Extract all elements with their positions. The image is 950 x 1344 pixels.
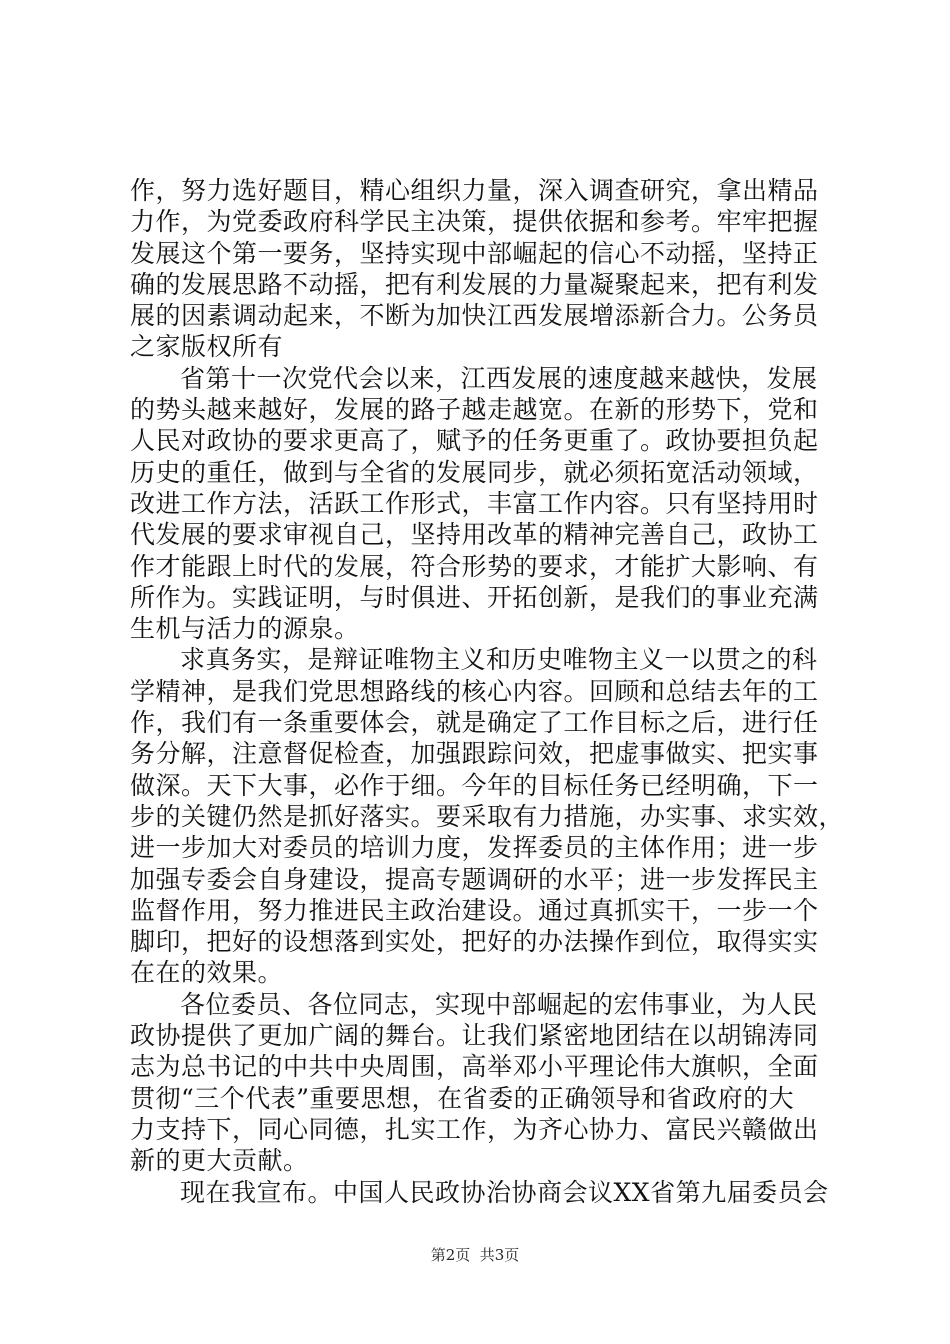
- text-line: 历史的重任，做到与全省的发展同步，就必须拓宽活动领域，: [130, 457, 819, 487]
- text-line: 作，努力选好题目，精心组织力量，深入调查研究，拿出精品: [130, 176, 819, 205]
- text-line: 的势头越来越好，发展的路子越走越宽。在新的形势下，党和: [130, 395, 819, 425]
- text-line: 做深。天下大事，必作于细。今年的目标任务已经明确，下一: [130, 770, 819, 800]
- text-line: 学精神，是我们党思想路线的核心内容。回顾和总结去年的工: [130, 676, 819, 706]
- text-line: 改进工作方法，活跃工作形式，丰富工作内容。只有坚持用时: [130, 488, 819, 518]
- text-line: 人民对政协的要求更高了，赋予的任务更重了。政协要担负起: [130, 426, 819, 456]
- text-line: 之家版权所有: [130, 332, 284, 362]
- text-line: 省第十一次党代会以来，江西发展的速度越来越快，发展: [180, 363, 818, 393]
- text-line: 现在我宣布。中国人民政协治协商会议XX省第九届委员会: [180, 1177, 829, 1207]
- text-line: 发展这个第一要务，坚持实现中部崛起的信心不动摇，坚持正: [130, 238, 819, 268]
- text-line: 力支持下，同心同德，扎实工作，为齐心协力、富民兴赣做出: [130, 1114, 819, 1144]
- text-line: 在在的效果。: [130, 958, 284, 988]
- text-line: 政协提供了更加广阔的舞台。让我们紧密地团结在以胡锦涛同: [130, 1021, 819, 1051]
- text-line: 力作，为党委政府科学民主决策，提供依据和参考。牢牢把握: [130, 207, 819, 237]
- text-line: 进一步加大对委员的培训力度，发挥委员的主体作用；进一步: [130, 833, 819, 863]
- text-line: 监督作用，努力推进民主政治建设。通过真抓实干，一步一个: [130, 895, 819, 925]
- text-line: 代发展的要求审视自己，坚持用改革的精神完善自己，政协工: [130, 520, 819, 550]
- text-line: 务分解，注意督促检查，加强跟踪问效，把虚事做实、把实事: [130, 739, 819, 769]
- text-line: 加强专委会自身建设，提高专题调研的水平；进一步发挥民主: [130, 864, 819, 894]
- text-line: 新的更大贡献。: [130, 1146, 309, 1176]
- page-footer: 第2页 共3页: [430, 1246, 520, 1264]
- text-line: 作才能跟上时代的发展，符合形势的要求，才能扩大影响、有: [130, 551, 819, 581]
- text-line: 贯彻“三个代表”重要思想，在省委的正确领导和省政府的大: [130, 1083, 795, 1113]
- text-line: 各位委员、各位同志，实现中部崛起的宏伟事业，为人民: [180, 989, 818, 1019]
- text-line: 步的关键仍然是抓好落实。要采取有力措施，办实事、求实效，: [130, 801, 845, 831]
- document-body: [130, 175, 845, 1208]
- text-line: 所作为。实践证明，与时俱进、开拓创新，是我们的事业充满: [130, 582, 819, 612]
- text-line: 作，我们有一条重要体会，就是确定了工作目标之后，进行任: [130, 708, 819, 738]
- text-line: 确的发展思路不动摇，把有利发展的力量凝聚起来，把有利发: [130, 269, 819, 299]
- text-line: 求真务实，是辩证唯物主义和历史唯物主义一以贯之的科: [180, 645, 818, 675]
- text-line: 志为总书记的中共中央周围，高举邓小平理论伟大旗帜，全面: [130, 1052, 819, 1082]
- text-line: 展的因素调动起来，不断为加快江西发展增添新合力。公务员: [130, 301, 819, 331]
- text-line: 脚印，把好的设想落到实处，把好的办法操作到位，取得实实: [130, 927, 819, 957]
- text-line: 生机与活力的源泉。: [130, 614, 360, 644]
